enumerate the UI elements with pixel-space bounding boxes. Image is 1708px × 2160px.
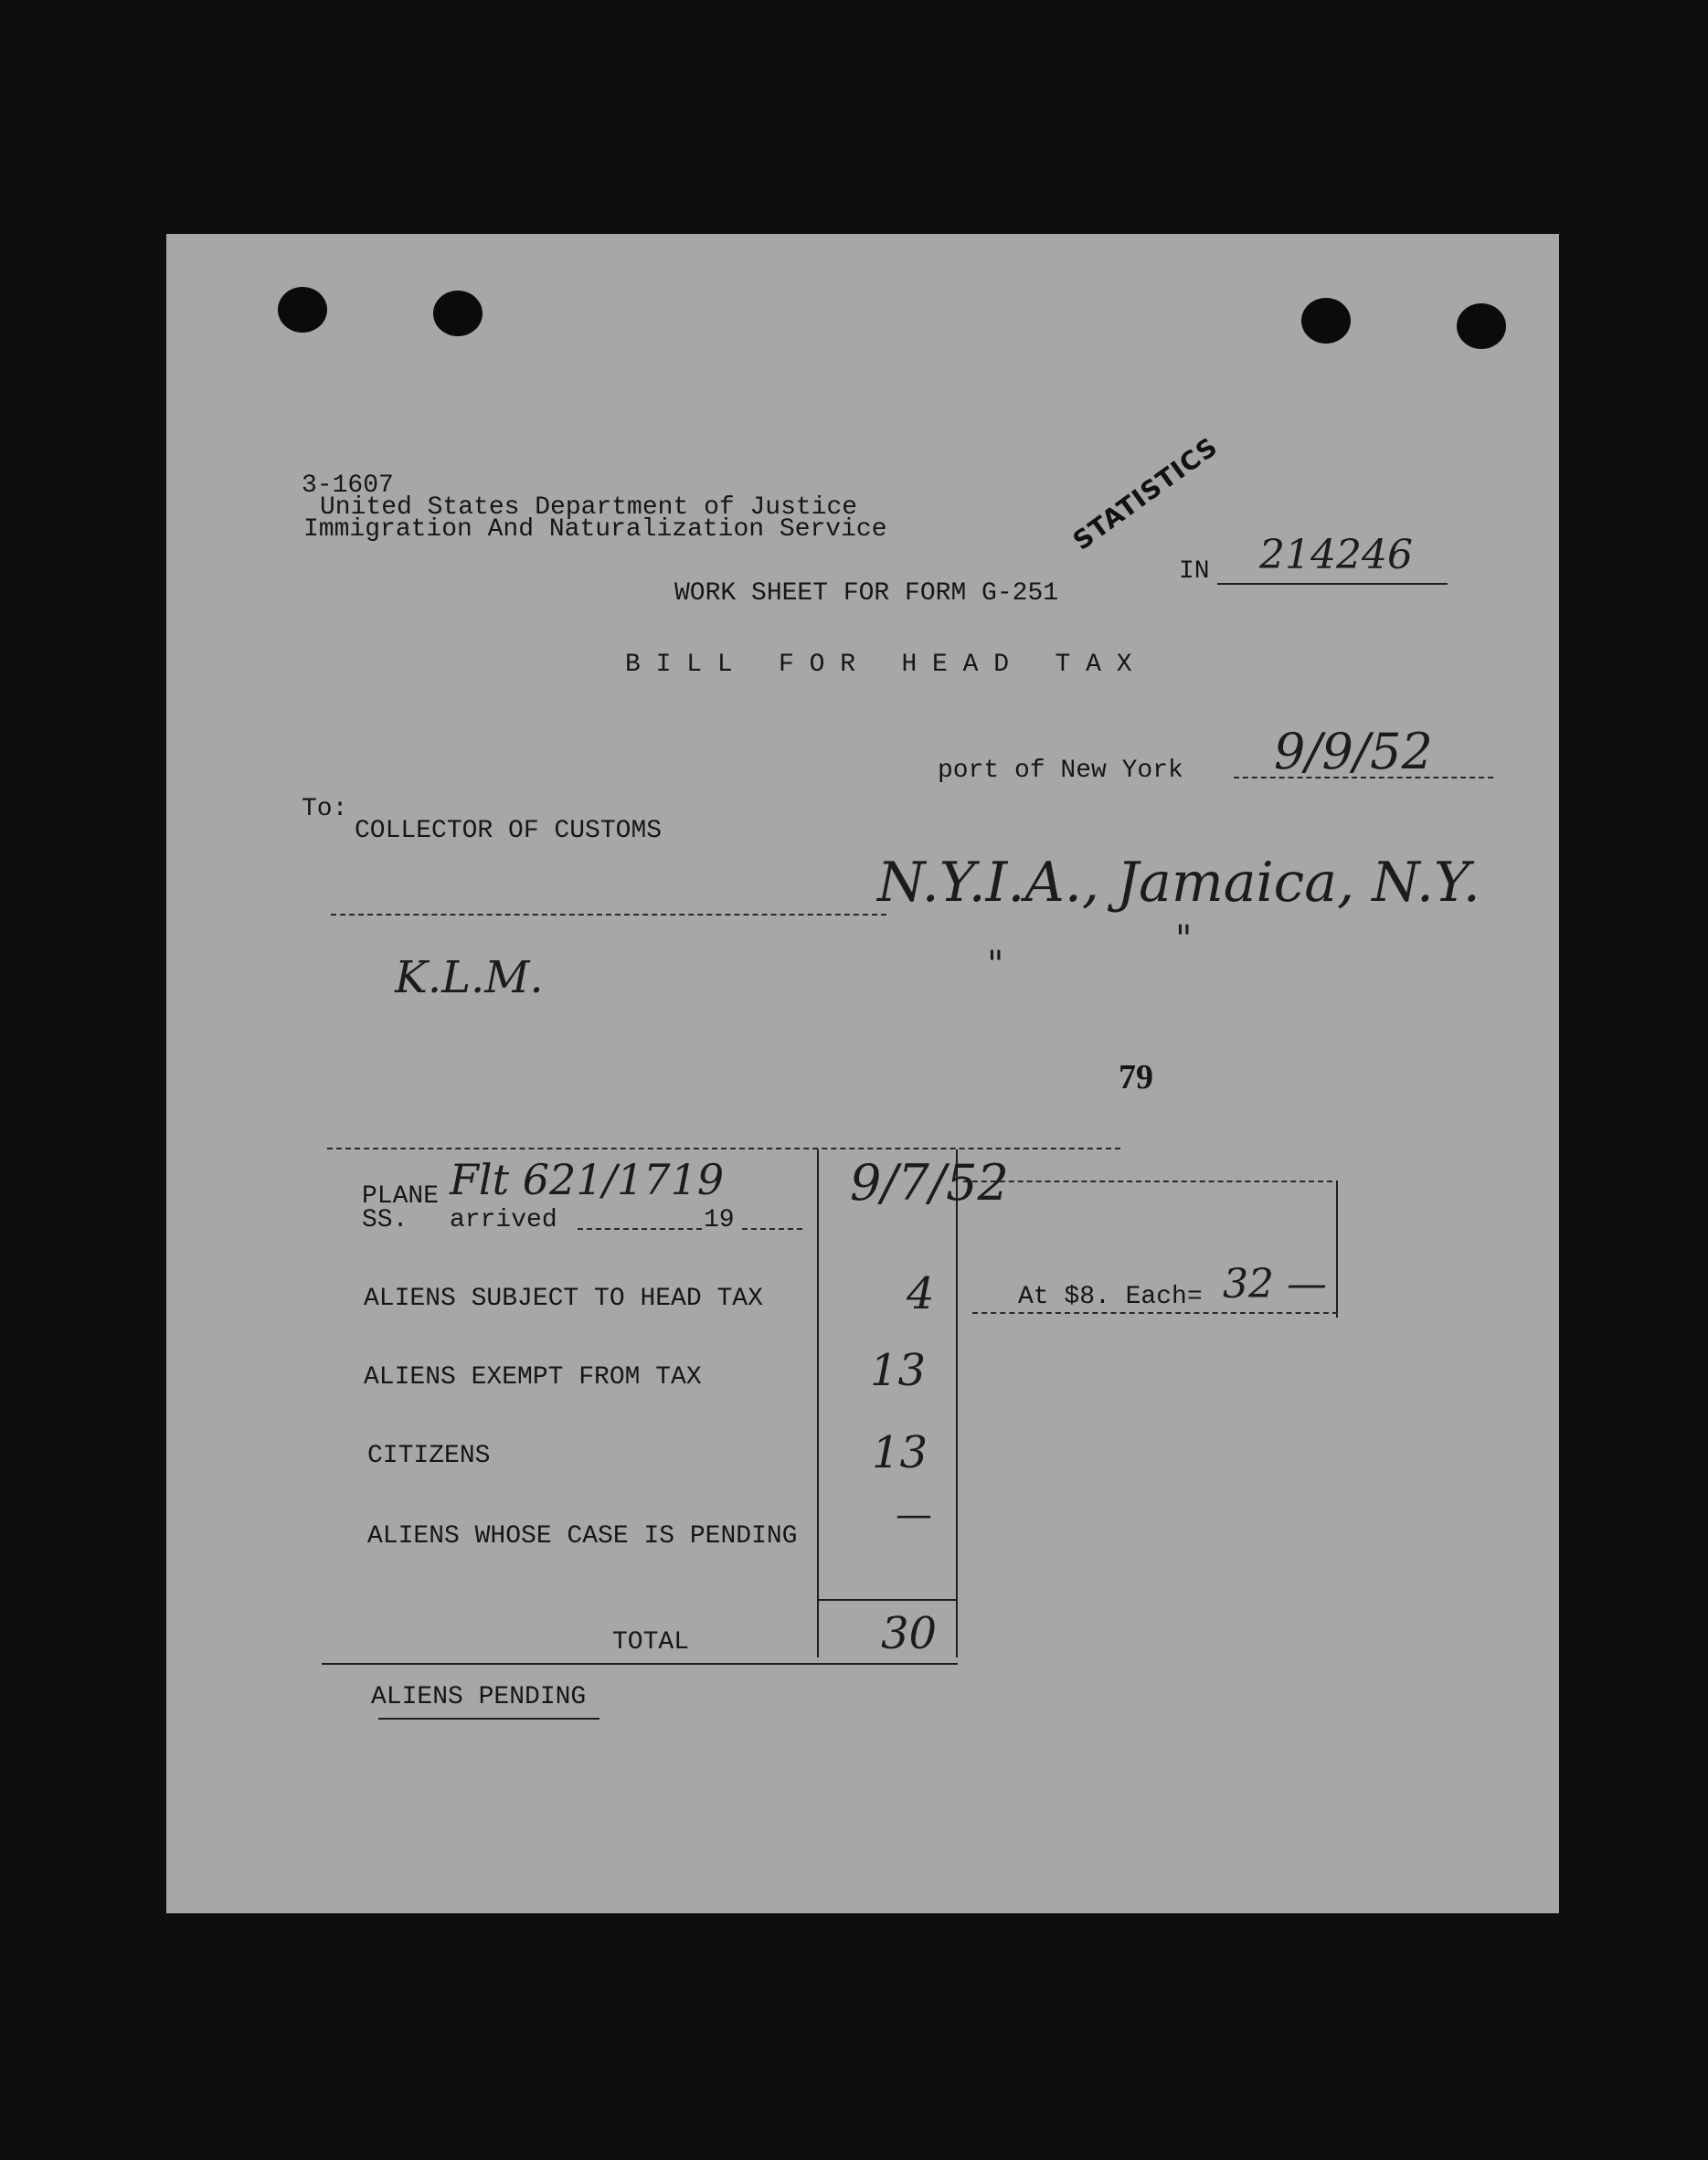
total-value: 30	[881, 1608, 938, 1659]
row-value: 4	[907, 1268, 935, 1319]
rate-total: 32 —	[1223, 1261, 1327, 1308]
statistics-stamp: STATISTICS	[1067, 431, 1224, 556]
rate-label: At $8. Each=	[1018, 1283, 1203, 1311]
port-date: 9/9/52	[1274, 723, 1433, 780]
location-handwritten: N.Y.I.A., Jamaica, N.Y.	[877, 851, 1480, 915]
ss-label: SS.	[362, 1206, 408, 1234]
address-line	[331, 914, 886, 916]
bill-title: B I L L F O R H E A D T A X	[625, 651, 1132, 679]
ditto-mark: "	[987, 944, 1004, 986]
in-label: IN	[1179, 557, 1210, 586]
year-prefix: 19	[704, 1206, 735, 1234]
ditto-mark: "	[1175, 918, 1193, 960]
form-number: 3-1607	[302, 471, 394, 500]
arrived-line	[578, 1228, 702, 1230]
subtotal-line	[817, 1599, 958, 1601]
arrival-date: 9/7/52	[850, 1154, 1009, 1212]
plane-label: PLANE	[362, 1182, 440, 1211]
row-value: 13	[872, 1427, 928, 1478]
service-name: Immigration And Naturalization Service	[303, 515, 887, 544]
arrived-label: arrived	[450, 1206, 557, 1234]
rate-box-top	[963, 1181, 1332, 1182]
aliens-pending-underline	[378, 1718, 599, 1720]
department-name: United States Department of Justice	[320, 493, 858, 522]
rate-box-bottom	[972, 1312, 1338, 1314]
punch-hole	[433, 291, 483, 336]
port-date-line	[1234, 777, 1493, 778]
table-bottom-border	[322, 1663, 958, 1665]
year-line	[742, 1228, 802, 1230]
table-right-border	[956, 1149, 958, 1657]
punch-hole	[1457, 303, 1506, 349]
flight-handwritten: Flt 621/1719	[450, 1155, 725, 1204]
row-value: —	[896, 1494, 932, 1536]
collector-name: COLLECTOR OF CUSTOMS	[355, 817, 663, 845]
punch-hole	[278, 287, 327, 333]
port-label: port of New York	[938, 757, 1183, 785]
form-sheet	[166, 234, 1559, 1913]
worksheet-title: WORK SHEET FOR FORM G-251	[674, 579, 1059, 608]
row-value: 13	[870, 1345, 927, 1396]
to-label: To:	[302, 795, 348, 823]
table-top-border	[327, 1148, 1120, 1149]
in-number-line	[1217, 583, 1448, 585]
total-label: TOTAL	[612, 1628, 690, 1657]
aliens-pending-label: ALIENS PENDING	[371, 1683, 587, 1711]
punch-hole	[1301, 298, 1351, 344]
in-number: 214246	[1259, 532, 1413, 578]
stamped-number: 79	[1119, 1058, 1153, 1096]
row-label: CITIZENS	[367, 1442, 491, 1470]
table-divider	[817, 1149, 819, 1657]
carrier-handwritten: K.L.M.	[395, 952, 544, 1003]
row-label: ALIENS WHOSE CASE IS PENDING	[367, 1522, 798, 1551]
row-label: ALIENS EXEMPT FROM TAX	[364, 1363, 702, 1392]
row-label: ALIENS SUBJECT TO HEAD TAX	[364, 1285, 763, 1313]
rate-box-right	[1336, 1181, 1338, 1318]
